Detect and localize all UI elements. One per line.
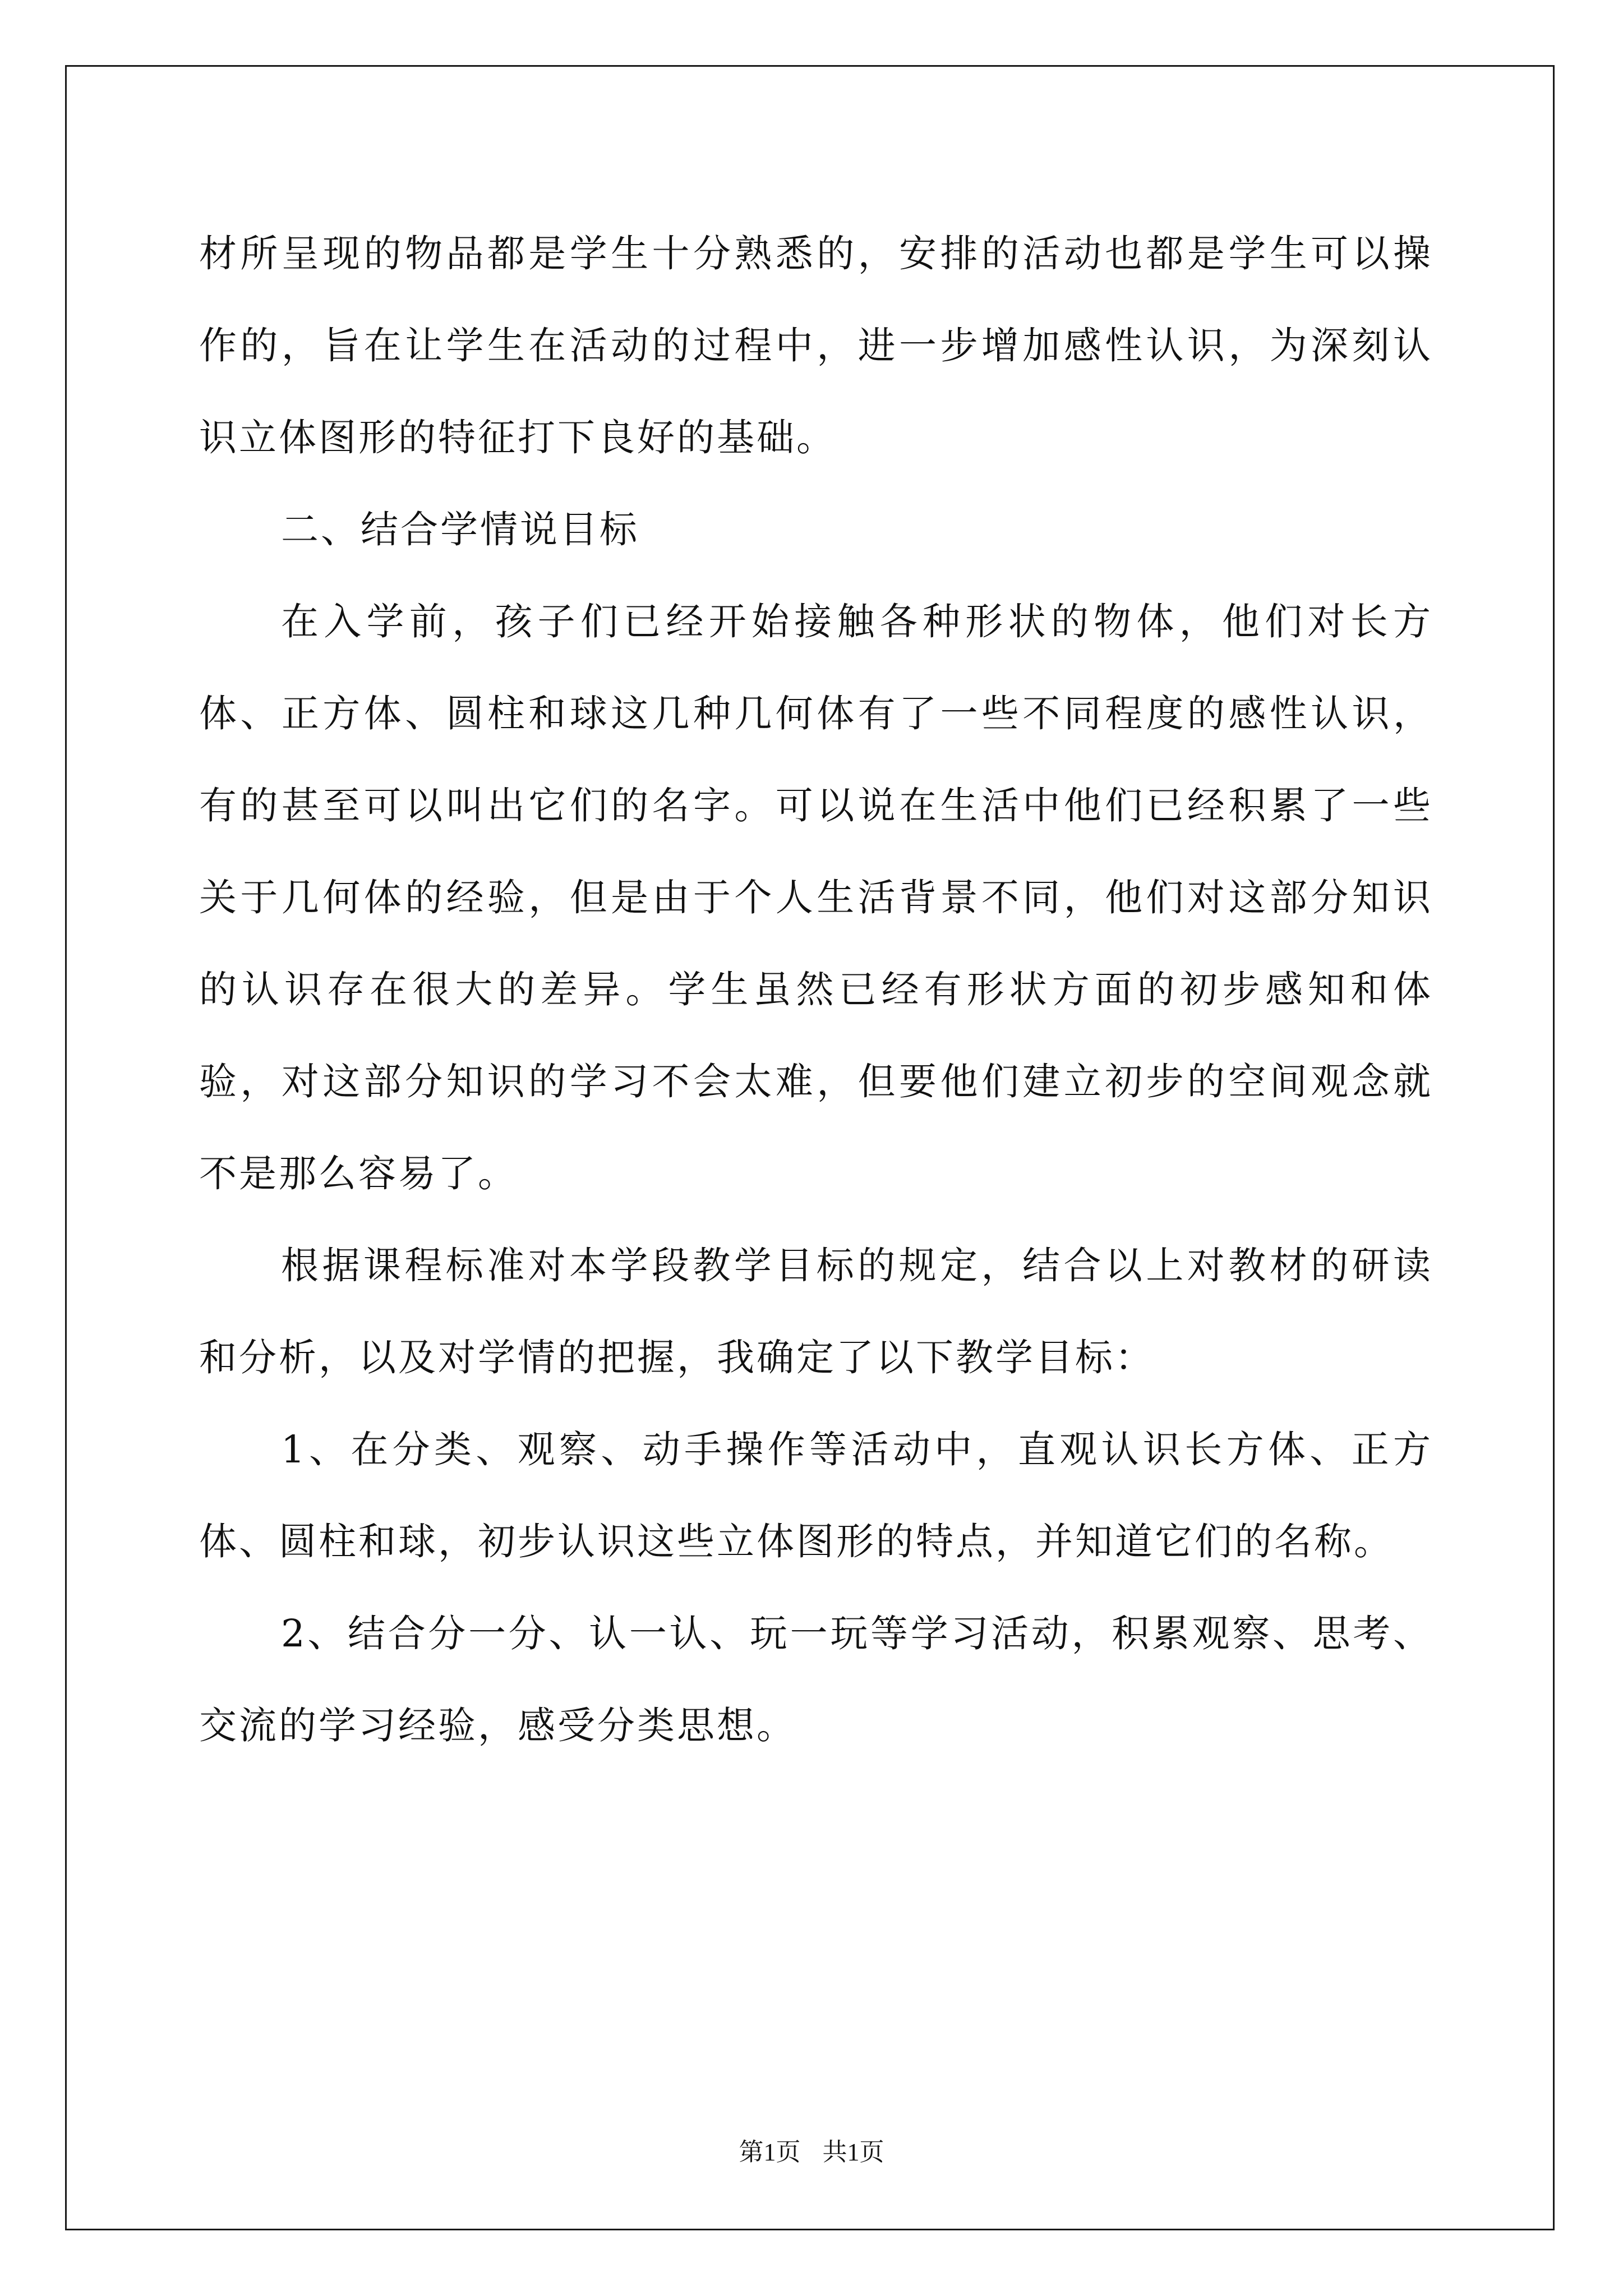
- objective-item-2: 2、结合分一分、认一认、玩一玩等学习活动，积累观察、思考、交流的学习经验，感受分类思想。: [199, 1612, 1433, 1747]
- page-number: 第1页: [739, 2138, 801, 2166]
- paragraph-objectives-intro: 根据课程标准对本学段教学目标的规定，结合以上对教材的研读和分析，以及对学情的把握，我确定了以下教学目标：: [199, 1244, 1433, 1379]
- page-footer: [0, 2132, 1623, 2168]
- paragraph-learner-analysis: 在入学前，孩子们已经开始接触各种形状的物体，他们对长方体、正方体、圆柱和球这几种几何体有了一些不同程度的感性认识，有的甚至可以叫出它们的名字。可以说在生活中他们已经积累了一些关于几何体的经验，但是由于个人生活背景不同，他们对这部分知识的认识存在很大的差异。学生虽然已经有形状方面的初步感知和体验，对这部分知识的学习不会太难，但要他们建立初步的空间观念就不是那么容易了。: [199, 600, 1433, 1195]
- page-total: 共1页: [822, 2138, 884, 2166]
- section-heading: 二、结合学情说目标: [281, 508, 639, 551]
- objective-item-1: 1、在分类、观察、动手操作等活动中，直观认识长方体、正方体、圆柱和球，初步认识这些立体图形的特点，并知道它们的名称。: [199, 1428, 1433, 1563]
- document-body: [199, 208, 1433, 1772]
- paragraph-continuation: 材所呈现的物品都是学生十分熟悉的，安排的活动也都是学生可以操作的，旨在让学生在活动的过程中，进一步增加感性认识，为深刻认识立体图形的特征打下良好的基础。: [199, 232, 1433, 459]
